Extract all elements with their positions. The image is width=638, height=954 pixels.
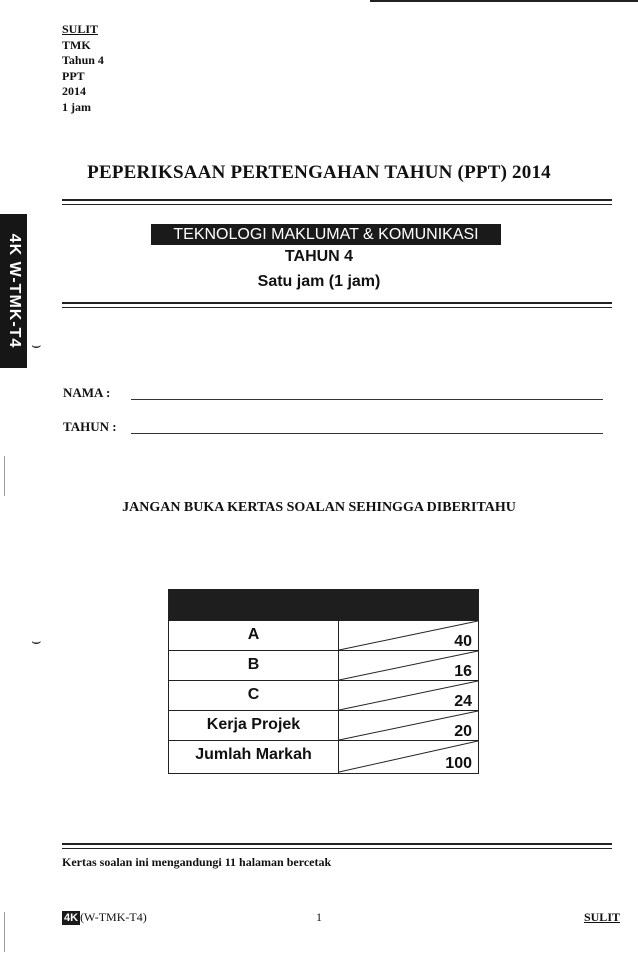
exam-duration: 1 jam [62,99,91,114]
marks-cell [339,621,478,651]
doc-code: (W-TMK-T4) [80,910,147,924]
name-field[interactable] [131,399,603,400]
exam-year: 2014 [62,84,86,98]
marks-value: 20 [454,723,472,740]
duration-text: Satu jam (1 jam) [257,273,381,290]
scan-mark-icon: ⌣ [31,633,42,650]
page-number: 1 [316,910,322,924]
year-level: Tahun 4 [62,53,104,67]
side-tab-label: 4K W-TMK-T4 [5,233,23,349]
year-field[interactable] [131,433,603,434]
marks-value: 40 [454,633,472,650]
subject-divider [62,302,612,308]
year-label: TAHUN : [63,419,117,434]
section-name: Jumlah Markah [169,741,339,773]
marks-table-header [169,590,478,620]
logo-badge: 4K [64,912,79,924]
scan-edge-line [4,456,5,496]
footer-classification: SULIT [583,910,620,924]
top-border-line [370,0,638,2]
instruction-text: JANGAN BUKA KERTAS SOALAN SEHINGGA DIBERITAHU [122,500,516,515]
name-label: NAMA : [63,385,111,400]
title-divider [62,199,612,205]
table-row [169,620,478,651]
page-count-note: Kertas soalan ini mengandungi 11 halaman bercetak [62,855,332,869]
subject-banner: TEKNOLOGI MAKLUMAT & KOMUNIKASI [151,224,501,245]
subject-code: TMK [62,37,91,52]
marks-cell [339,711,478,741]
footer-divider [62,843,612,849]
side-tab [0,214,27,368]
table-row [169,680,478,711]
class-level: TAHUN 4 [284,248,354,265]
marks-value: 24 [454,693,472,710]
marks-table [168,589,479,774]
table-row [169,710,478,741]
table-row [169,650,478,681]
section-name: C [169,681,339,711]
scan-mark-icon: ⌣ [31,337,42,354]
marks-cell [339,741,478,773]
document-header [62,22,104,115]
marks-value: 100 [445,755,472,772]
marks-cell [339,681,478,711]
section-name: B [169,651,339,681]
exam-title: PEPERIKSAAN PERTENGAHAN TAHUN (PPT) 2014 [87,162,551,183]
section-name: Kerja Projek [169,711,339,741]
classification-label: SULIT [62,22,99,36]
marks-cell [339,651,478,681]
exam-code: PPT [62,68,85,83]
table-row [169,740,478,773]
section-name: A [169,621,339,651]
marks-value: 16 [454,663,472,680]
